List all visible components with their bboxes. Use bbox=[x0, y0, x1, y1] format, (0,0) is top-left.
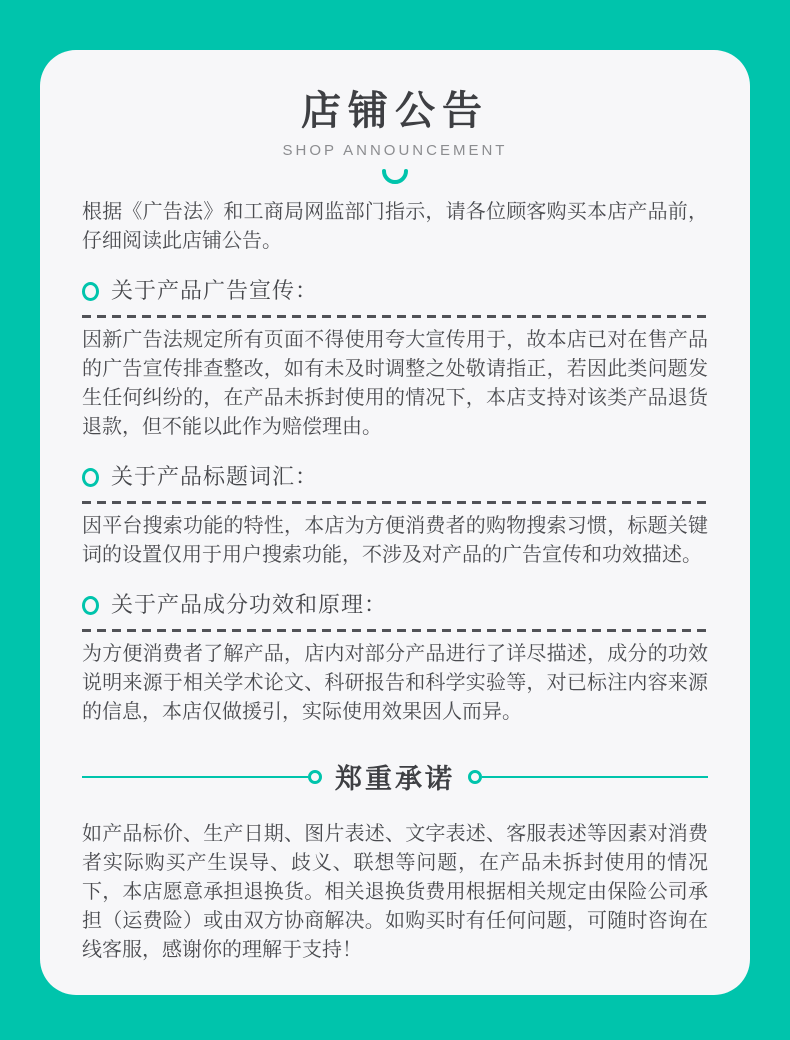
promise-paragraph: 如产品标价、生产日期、图片表述、文字表述、客服表述等因素对消费者实际购买产生误导、歧义、联想等问题，在产品未拆封使用的情况下，本店愿意承担退换货。相关退换货费用根据相关规定由保险公司承担（运费险）或由双方协商解决。如购买时有任何问题，可随时咨询在线客服，感谢你的理解于支持！ bbox=[82, 823, 708, 961]
page-subtitle: SHOP ANNOUNCEMENT bbox=[282, 142, 508, 159]
section-heading-row-1 bbox=[82, 277, 708, 305]
section-paragraph-1: 因新广告法规定所有页面不得使用夸大宣传用于，故本店已对在售产品的广告宣传排查整改，如有未及时调整之处敬请指正，若因此类问题发生任何纠纷的，在产品未拆封使用的情况下，本店支持对该类产品退货退款，但不能以此作为赔偿理由。 bbox=[82, 329, 708, 438]
dashed-divider bbox=[82, 629, 708, 632]
promise-title: 郑重承诺 bbox=[335, 764, 455, 794]
circle-bullet-icon bbox=[82, 282, 99, 301]
smile-arc-icon bbox=[82, 168, 708, 185]
section-heading-row-2 bbox=[82, 463, 708, 491]
divider-circle-icon bbox=[308, 770, 322, 784]
section-heading-row-3 bbox=[82, 591, 708, 619]
promise-divider bbox=[82, 757, 708, 796]
divider-line-right bbox=[482, 776, 708, 778]
dashed-divider bbox=[82, 501, 708, 504]
circle-bullet-icon bbox=[82, 468, 99, 487]
intro-paragraph: 根据《广告法》和工商局网监部门指示，请各位顾客购买本店产品前，仔细阅读此店铺公告。 bbox=[82, 201, 708, 252]
divider-circle-icon bbox=[468, 770, 482, 784]
page-title: 店铺公告 bbox=[301, 89, 489, 133]
section-title-1: 关于产品广告宣传： bbox=[111, 278, 319, 303]
section-title-2: 关于产品标题词汇： bbox=[111, 464, 319, 489]
section-paragraph-2: 因平台搜索功能的特性，本店为方便消费者的购物搜索习惯，标题关键词的设置仅用于用户搜索功能，不涉及对产品的广告宣传和功效描述。 bbox=[82, 515, 708, 566]
section-paragraph-3: 为方便消费者了解产品，店内对部分产品进行了详尽描述，成分的功效说明来源于相关学术论文、科研报告和科学实验等，对已标注内容来源的信息，本店仅做援引，实际使用效果因人而异。 bbox=[82, 643, 708, 723]
divider-line-left bbox=[82, 776, 308, 778]
section-title-3: 关于产品成分功效和原理： bbox=[111, 592, 388, 617]
announcement-card bbox=[40, 50, 750, 995]
circle-bullet-icon bbox=[82, 596, 99, 615]
dashed-divider bbox=[82, 315, 708, 318]
